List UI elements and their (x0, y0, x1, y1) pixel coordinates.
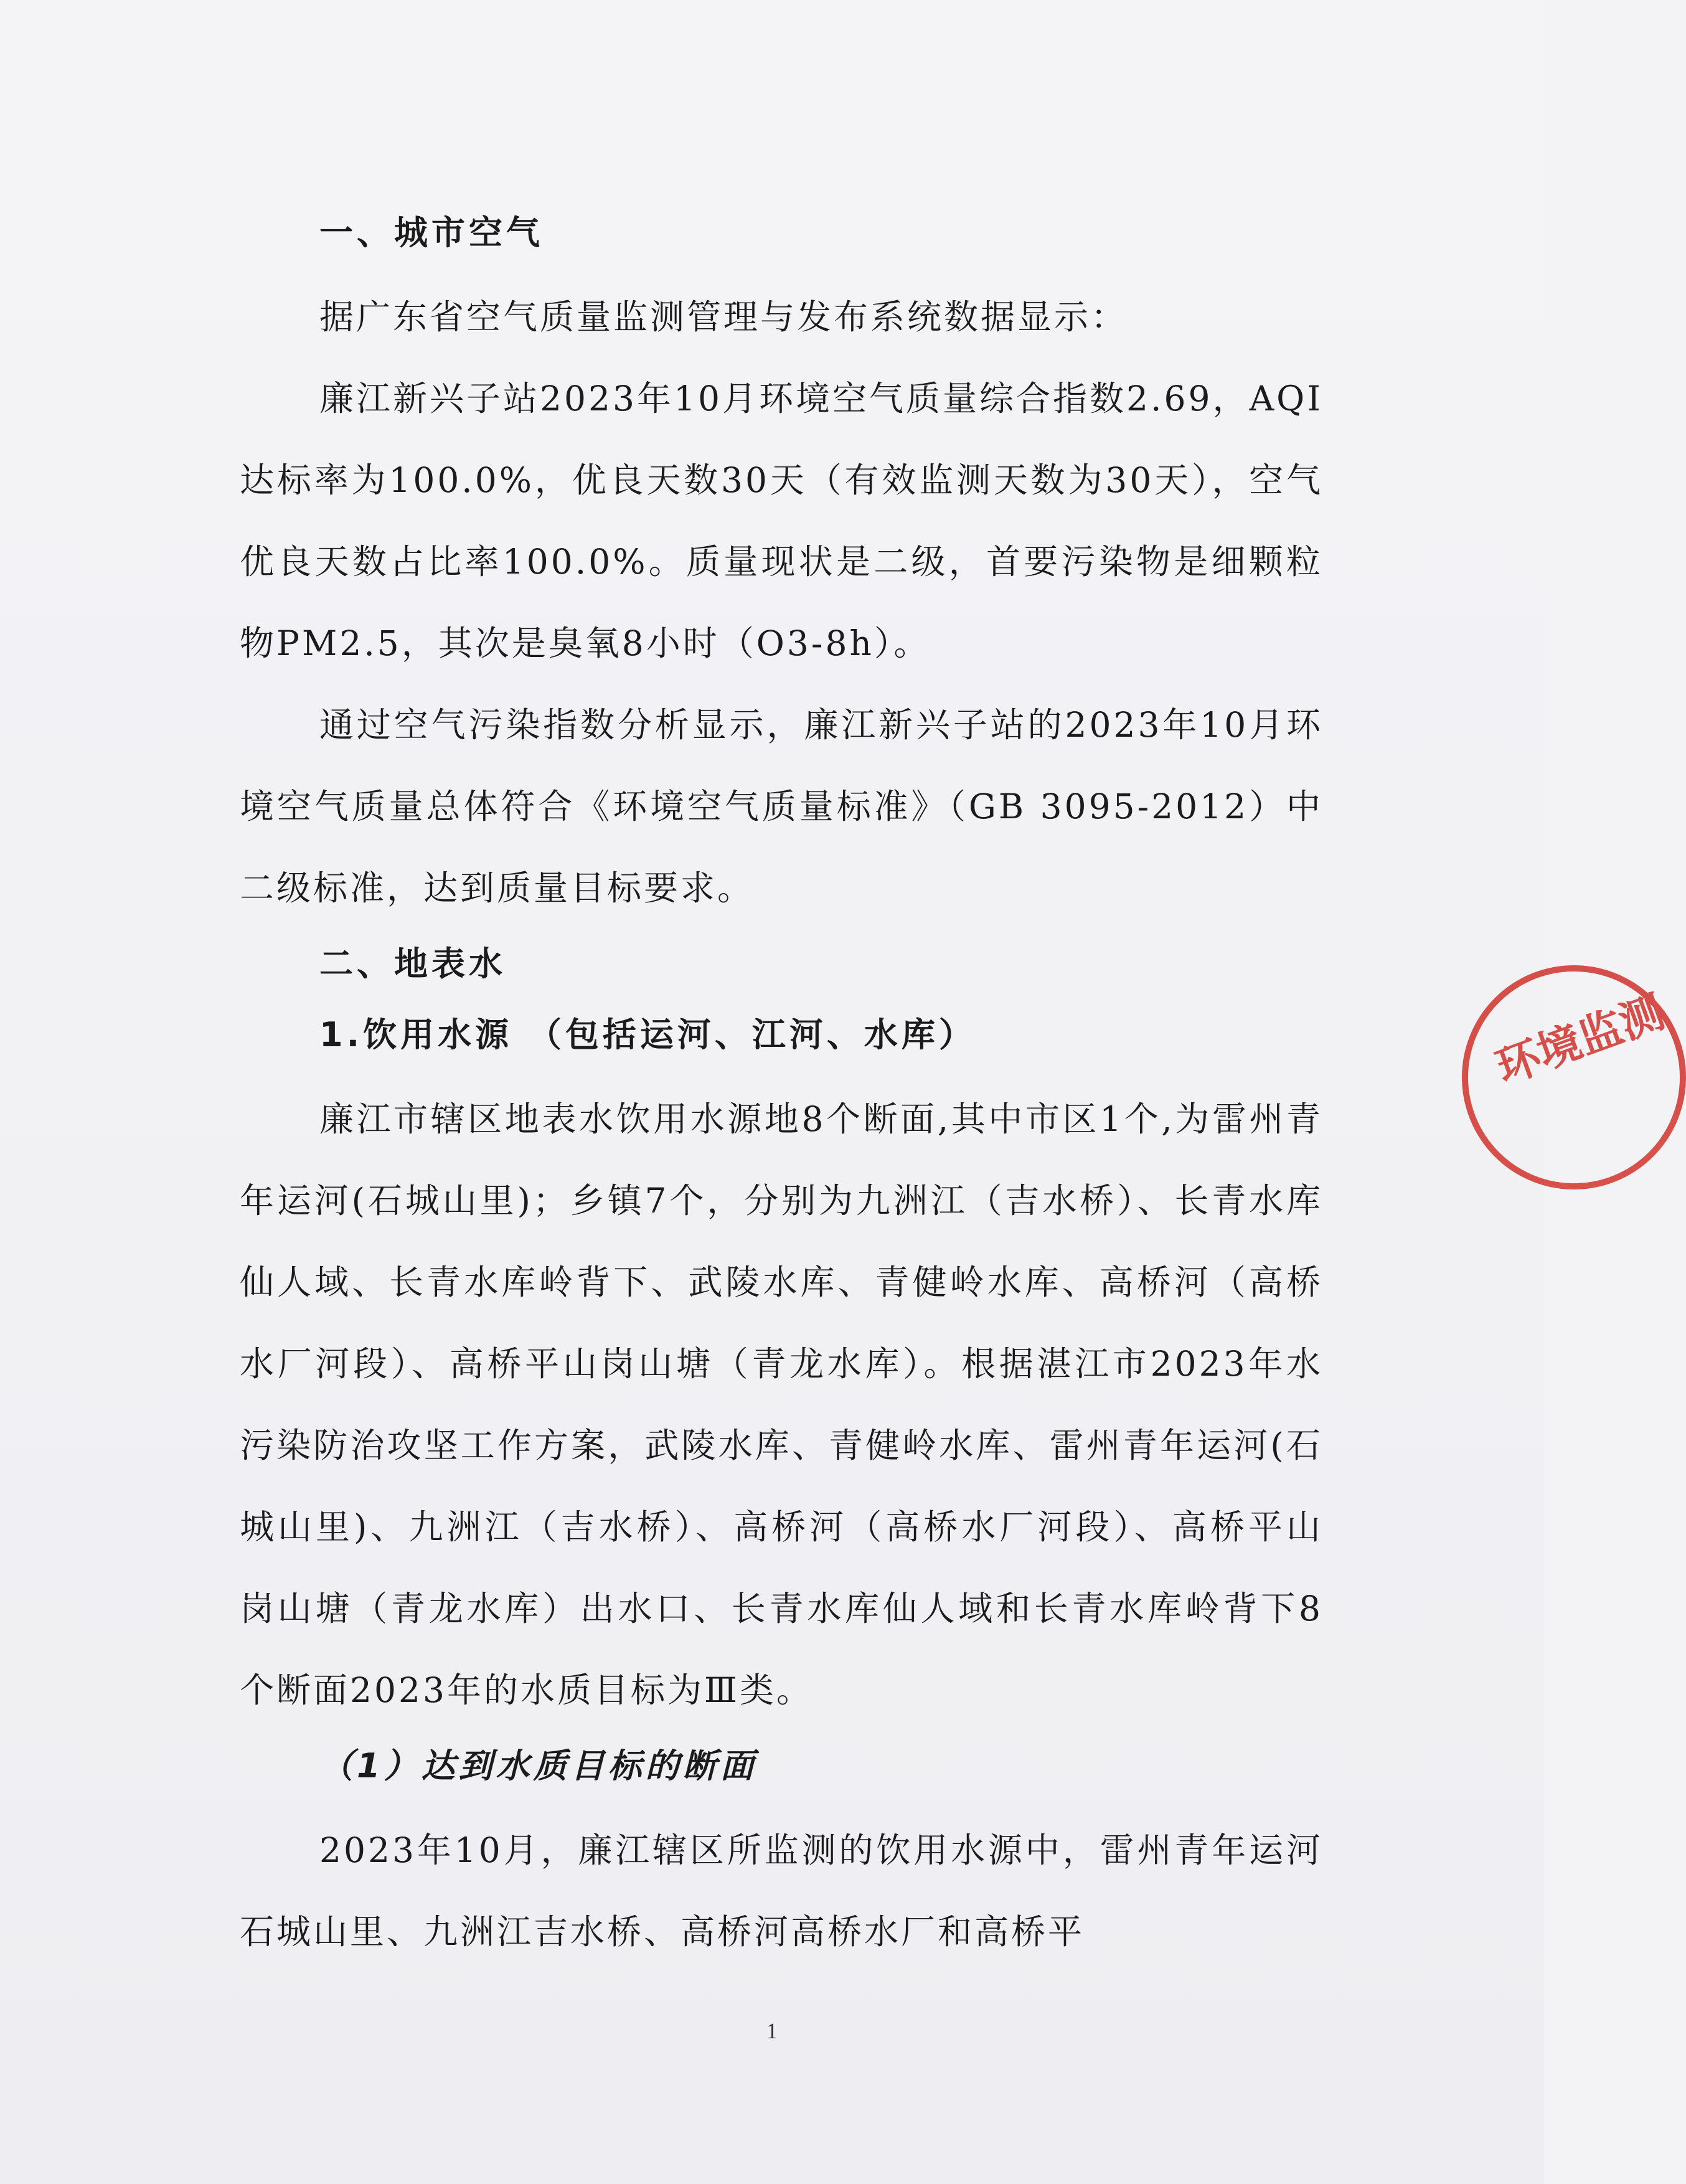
paragraph-air-quality-index: 廉江新兴子站2023年10月环境空气质量综合指数2.69，AQI达标率为100.0%，优良天数30天（有效监测天数为30天），空气优良天数占比率100.0%。质量现状是二级，首要污染物是细颗粒物PM2.5，其次是臭氧8小时（O3-8h）。 (240, 379, 1323, 663)
section-heading-surface-water: 二、地表水 (319, 944, 506, 983)
page-number: 1 (766, 2018, 778, 2043)
paragraph-target-met: 2023年10月，廉江辖区所监测的饮用水源中，雷州青年运河石城山里、九洲江吉水桥、高桥河高桥水厂和高桥平 (240, 1830, 1323, 1952)
section-heading-air: 一、城市空气 (319, 213, 544, 252)
paragraph-data-source: 据广东省空气质量监测管理与发布系统数据显示： (319, 297, 1128, 337)
seal-text: 环境监测 (1489, 986, 1671, 1094)
subsection-heading-drinking-water: 1.饮用水源 （包括运河、江河、水库） (319, 1015, 976, 1054)
document-body (240, 198, 1323, 1973)
official-seal-stamp (1462, 965, 1686, 1189)
paragraph-drinking-water-sources: 廉江市辖区地表水饮用水源地8个断面,其中市区1个,为雷州青年运河(石城山里)；乡镇7个，分别为九洲江（吉水桥）、长青水库仙人域、长青水库岭背下、武陵水库、青健岭水库、高桥河（高桥水厂河段）、高桥平山岗山塘（青龙水库）。根据湛江市2023年水污染防治攻坚工作方案，武陵水库、青健岭水库、雷州青年运河(石城山里)、九洲江（吉水桥）、高桥河（高桥水厂河段）、高桥平山岗山塘（青龙水库）出水口、长青水库仙人域和长青水库岭背下8个断面2023年的水质目标为Ⅲ类。 (240, 1099, 1323, 1710)
paragraph-air-quality-analysis: 通过空气污染指数分析显示，廉江新兴子站的2023年10月环境空气质量总体符合《环境空气质量标准》（GB 3095-2012）中二级标准，达到质量目标要求。 (240, 705, 1323, 908)
subsection-heading-target-met: （1）达到水质目标的断面 (319, 1746, 758, 1785)
